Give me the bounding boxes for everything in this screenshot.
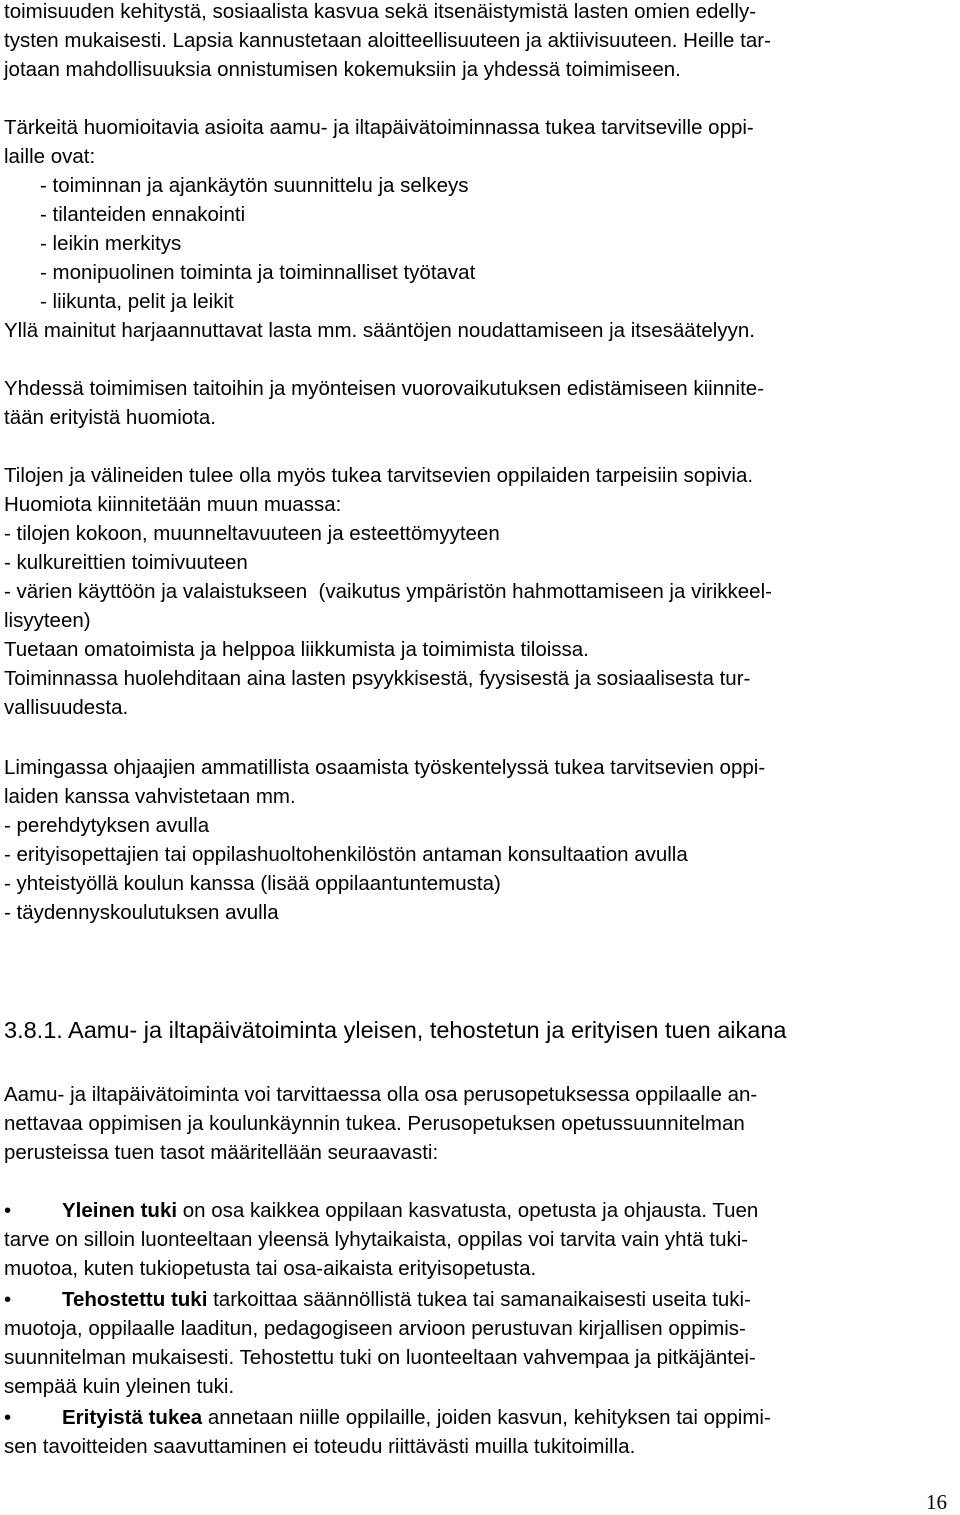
text-line: toimisuuden kehitystä, sosiaalista kasvua sekä itsenäistymistä lasten omien edelly-: [4, 0, 757, 23]
list-item: - monipuolinen toiminta ja toiminnalliset työtavat: [40, 261, 476, 284]
text-line: [62, 1403, 771, 1432]
text-line: vallisuudesta.: [4, 696, 129, 719]
text-line: Huomiota kiinnitetään muun muassa:: [4, 493, 342, 516]
text-line: tään erityistä huomiota.: [4, 406, 216, 429]
page-number: 16: [926, 1490, 947, 1514]
list-item: - tilojen kokoon, muunneltavuuteen ja esteettömyyteen: [4, 522, 500, 545]
support-term: Yleinen tuki: [62, 1199, 178, 1222]
bullet-marker: •: [4, 1199, 12, 1222]
text-line: Yllä mainitut harjaannuttavat lasta mm. sääntöjen noudattamiseen ja itsesäätelyyn.: [4, 319, 755, 342]
text-line: Limingassa ohjaajien ammatillista osaamista työskentelyssä tukea tarvitsevien oppi-: [4, 756, 766, 779]
list-item: - erityisopettajien tai oppilashuoltohenkilöstön antaman konsultaation avulla: [4, 843, 688, 866]
bullet-marker: •: [4, 1288, 12, 1311]
text-line: muotoa, kuten tukiopetusta tai osa-aikaista erityisopetusta.: [4, 1257, 537, 1280]
text-line: nettavaa oppimisen ja koulunkäynnin tukea. Perusopetuksen opetussuunnitelman: [4, 1112, 745, 1135]
list-item: - perehdytyksen avulla: [4, 814, 210, 837]
text-line: suunnitelman mukaisesti. Tehostettu tuki on luonteeltaan vahvempaa ja pitkäjäntei-: [4, 1346, 756, 1369]
list-item: - leikin merkitys: [40, 232, 182, 255]
support-term: Tehostettu tuki: [62, 1288, 208, 1311]
bullet-marker: •: [4, 1406, 12, 1429]
list-item: - yhteistyöllä koulun kanssa (lisää oppilaantuntemusta): [4, 872, 501, 895]
text-line: tarve on silloin luonteeltaan yleensä lyhytaikaista, oppilas voi tarvita vain yhtä tuki-: [4, 1228, 749, 1251]
text-line: sempää kuin yleinen tuki.: [4, 1375, 235, 1398]
text-line: Tärkeitä huomioitavia asioita aamu- ja iltapäivätoiminnassa tukea tarvitseville oppi-: [4, 116, 754, 139]
text-line: Tilojen ja välineiden tulee olla myös tukea tarvitsevien oppilaiden tarpeisiin sopivia.: [4, 464, 754, 487]
text-fragment: tarkoittaa säännöllistä tukea tai samanaikaisesti useita tuki-: [207, 1288, 751, 1311]
text-line: lisyyteen): [4, 609, 91, 632]
text-line: sen tavoitteiden saavuttaminen ei toteudu riittävästi muilla tukitoimilla.: [4, 1435, 636, 1458]
text-line: [62, 1285, 751, 1314]
text-fragment: on osa kaikkea oppilaan kasvatusta, opetusta ja ohjausta. Tuen: [177, 1199, 759, 1222]
list-item: - liikunta, pelit ja leikit: [40, 290, 234, 313]
text-line: laille ovat:: [4, 145, 96, 168]
support-term: Erityistä tukea: [62, 1406, 203, 1429]
text-line: perusteissa tuen tasot määritellään seuraavasti:: [4, 1141, 439, 1164]
text-line: Yhdessä toimimisen taitoihin ja myönteisen vuorovaikutuksen edistämiseen kiinnite-: [4, 377, 765, 400]
text-line: laiden kanssa vahvistetaan mm.: [4, 785, 296, 808]
text-line: tysten mukaisesti. Lapsia kannustetaan aloitteellisuuteen ja aktiivisuuteen. Heille tar-: [4, 29, 771, 52]
text-line: jotaan mahdollisuuksia onnistumisen kokemuksiin ja yhdessä toimimiseen.: [4, 58, 681, 81]
text-line: Toiminnassa huolehditaan aina lasten psyykkisestä, fyysisestä ja sosiaalisesta tur-: [4, 667, 751, 690]
text-line: Aamu- ja iltapäivätoiminta voi tarvittaessa olla osa perusopetuksessa oppilaalle an-: [4, 1083, 758, 1106]
section-heading: 3.8.1. Aamu- ja iltapäivätoiminta yleisen, tehostetun ja erityisen tuen aikana: [4, 1017, 787, 1043]
list-item: - täydennyskoulutuksen avulla: [4, 901, 279, 924]
list-item: - värien käyttöön ja valaistukseen (vaikutus ympäristön hahmottamiseen ja virikkeel-: [4, 580, 772, 603]
list-item: - tilanteiden ennakointi: [40, 203, 246, 226]
list-item: - kulkureittien toimivuuteen: [4, 551, 248, 574]
text-fragment: annetaan niille oppilaille, joiden kasvun, kehityksen tai oppimi-: [202, 1406, 771, 1429]
text-line: muotoja, oppilaalle laaditun, pedagogiseen arvioon perustuvan kirjallisen oppimis-: [4, 1317, 746, 1340]
list-item: - toiminnan ja ajankäytön suunnittelu ja selkeys: [40, 174, 469, 197]
text-line: [62, 1196, 758, 1225]
text-line: Tuetaan omatoimista ja helppoa liikkumista ja toimimista tiloissa.: [4, 638, 589, 661]
